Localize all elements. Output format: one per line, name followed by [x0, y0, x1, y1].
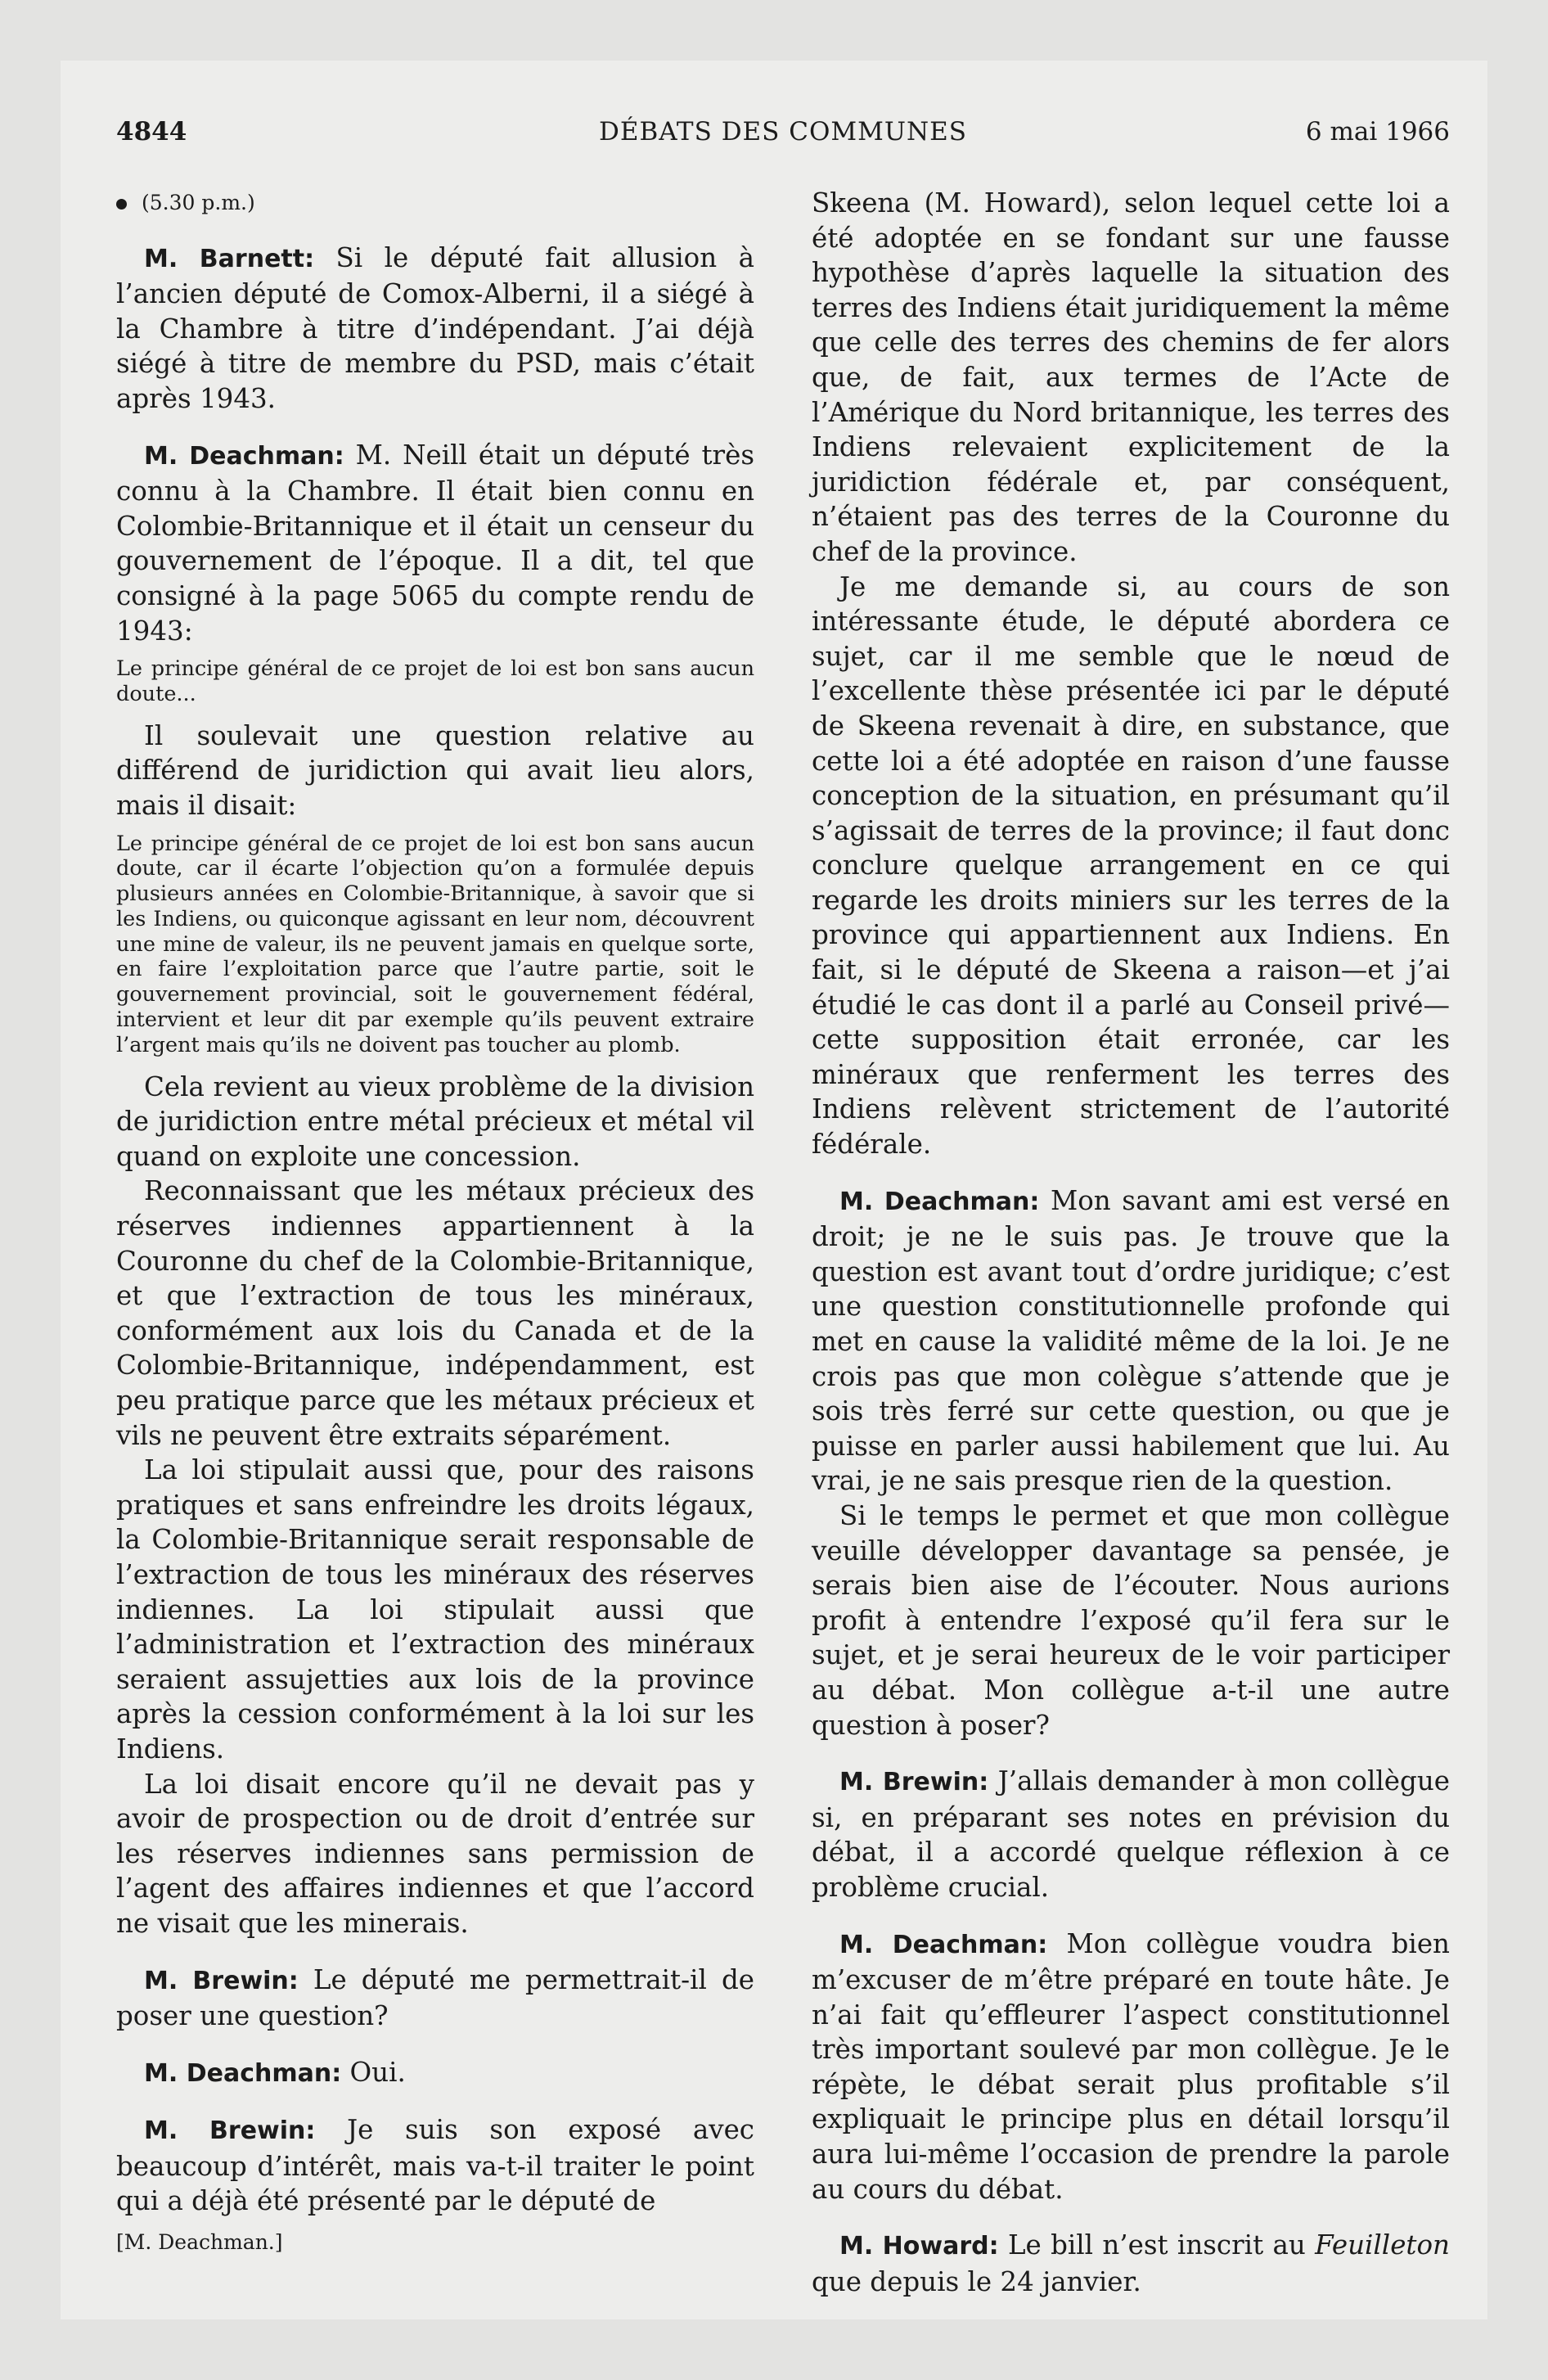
speech-text: Si le député fait allusion à l’ancien député de Comox-Alberni, il a siégé à la Chambre à titre d’indépendant. J’ai déjà siégé à titre de membre du PSD, mais c’était après 1943. [116, 241, 754, 414]
speech-text: Mon collègue voudra bien m’excuser de m’être préparé en toute hâte. Je n’ai fait qu’effleurer l’aspect constitutionnel très important soulevé par mon collègue. Je le répète, le débat serait plus profitable s’il expliquait le principe plus en détail lorsqu’il aura lui-même l’occasion de prendre la parole au cours du débat. [812, 1927, 1450, 2205]
speaker-name: M. Brewin: [144, 2116, 316, 2146]
speech-text: Le bill n’est inscrit au [998, 2229, 1316, 2261]
speaker-name: M. Deachman: [839, 1187, 1040, 1216]
speech-text: Oui. [341, 2056, 406, 2088]
paragraph [812, 1764, 1450, 1904]
paragraph [812, 1183, 1450, 1499]
speech-text: Mon savant ami est versé en droit; je ne le suis pas. Je trouve que la question est avant tout d’ordre juridique; c’est une question constitutionnelle profonde qui met en cause la validité même de la loi. Je ne crois pas que mon colègue s’attende que je sois très ferré sur cette question, ou que je puisse en parler aussi habilement que lui. Au vrai, je ne sais presque rien de la question. [812, 1184, 1451, 1497]
speech-text: M. Neill était un député très connu à la Chambre. Il était bien connu en Colombie-Britannique et il était un censeur du gouvernement de l’époque. Il a dit, tel que consigné à la page 5065 du compte rendu de 1943: [116, 439, 754, 647]
page-title: DÉBATS DES COMMUNES [598, 117, 968, 146]
speech-text: Je suis son exposé avec beaucoup d’intérêt, mais va-t-il traiter le point qui a déjà été présenté par le député de [116, 2114, 754, 2217]
speech-text: J’allais demander à mon collègue si, en préparant ses notes en prévision du débat, il a accordé quelque réflexion à ce problème crucial. [812, 1765, 1450, 1903]
speaker-name: M. Deachman: [839, 1930, 1048, 1959]
timestamp [116, 186, 754, 221]
bullet-icon [116, 199, 127, 210]
speaker-name: M. Brewin: [144, 1966, 299, 1995]
page-content [116, 117, 1451, 2297]
speech-text: Le député me permettrait-il de poser une question? [116, 1963, 754, 2032]
paragraph: Je me demande si, au cours de son intéressante étude, le député abordera ce sujet, car il me semble que le nœud de l’excellente thèse présentée ici par le député de Skeena revenait à dire, en substance, que cette loi a été adoptée en raison d’une fausse conception de la situation, en présumant qu’il s’agissait de terres de la province; il faut donc conclure quelque arrangement en ce qui regarde les droits miniers sur les terres de la province qui appartiennent aux Indiens. En fait, si le député de Skeena a raison—et j’ai étudié le cas dont il a parlé au Conseil privé—cette supposition était erronée, car les minéraux que renferment les terres des Indiens relèvent strictement de l’autorité fédérale. [812, 570, 1450, 1161]
paragraph: La loi disait encore qu’il ne devait pas y avoir de prospection ou de droit d’entrée sur les réserves indiennes sans permission de l’agent des affaires indiennes et que l’accord ne visait que les minerais. [116, 1768, 754, 1939]
running-header [116, 117, 1450, 166]
quotation: Le principe général de ce projet de loi est bon sans aucun doute... [116, 656, 754, 706]
paragraph [116, 1963, 754, 2034]
time-text: (5.30 p.m.) [142, 191, 255, 214]
paragraph [116, 241, 754, 417]
attribution: [M. Deachman.] [116, 2230, 283, 2255]
italic-title: Feuilleton [1315, 2229, 1450, 2261]
quotation: Le principe général de ce projet de loi est bon sans aucun doute, car il écarte l’objection qu’on a formulée depuis plusieurs années en Colombie-Britannique, à savoir que si les Indiens, ou quiconque agissant en leur nom, découvrent une mine de valeur, ils ne peuvent jamais en quelque sorte, en faire l’exploitation parce que l’autre partie, soit le gouvernement provincial, soit le gouvernement fédéral, intervient et leur dit par exemple qu’ils peuvent extraire l’argent mais qu’ils ne doivent pas toucher au plomb. [116, 831, 754, 1057]
paragraph: La loi stipulait aussi que, pour des raisons pratiques et sans enfreindre les droits légaux, la Colombie-Britannique serait responsable de l’extraction de tous les minéraux des réserves indiennes. La loi stipulait aussi que l’administration et l’extraction des minéraux seraient assujetties aux lois de la province après la cession conformément à la loi sur les Indiens. [116, 1454, 754, 1765]
right-column [812, 186, 1450, 2299]
paragraph: Skeena (M. Howard), selon lequel cette loi a été adoptée en se fondant sur une fausse hypothèse d’après laquelle la situation des terres des Indiens était juridiquement la même que celle des terres des chemins de fer alors que, de fait, aux termes de l’Acte de l’Amérique du Nord britannique, les terres des Indiens relevaient explicitement de la juridiction fédérale et, par conséquent, n’étaient pas des terres de la Couronne du chef de la province. [812, 187, 1450, 567]
paragraph: Reconnaissant que les métaux précieux des réserves indiennes appartiennent à la Couronne du chef de la Colombie-Britannique, et que l’extraction de tous les minéraux, conformément aux lois du Canada et de la Colombie-Britannique, indépendamment, est peu pratique parce que les métaux précieux et vils ne peuvent être extraits séparément. [116, 1175, 754, 1451]
speaker-name: M. Deachman: [144, 441, 344, 471]
paragraph [116, 438, 754, 649]
page-number: 4844 [116, 117, 187, 146]
paragraph [116, 2112, 754, 2219]
paragraph [116, 2055, 754, 2092]
speaker-name: M. Brewin: [839, 1768, 989, 1797]
speaker-name: M. Howard: [839, 2232, 999, 2261]
paragraph [812, 2228, 1450, 2299]
paragraph [812, 1927, 1450, 2207]
paragraph: Il soulevait une question relative au différend de juridiction qui avait lieu alors, mais il disait: [116, 719, 754, 821]
paragraph: Cela revient au vieux problème de la division de juridiction entre métal précieux et métal vil quand on exploite une concession. [116, 1071, 754, 1172]
paragraph: Si le temps le permet et que mon collègue veuille développer davantage sa pensée, je serais bien aise de l’écouter. Nous aurions profit à entendre l’exposé qu’il fera sur le sujet, et je serai heureux de le voir participer au débat. Mon collègue a-t-il une autre question à poser? [812, 1499, 1450, 1741]
left-column [116, 186, 754, 2261]
speaker-name: M. Deachman: [144, 2058, 342, 2088]
page-date: 6 mai 1966 [1305, 117, 1450, 146]
speech-text: que depuis le 24 janvier. [812, 2265, 1141, 2297]
speaker-name: M. Barnett: [144, 244, 315, 273]
